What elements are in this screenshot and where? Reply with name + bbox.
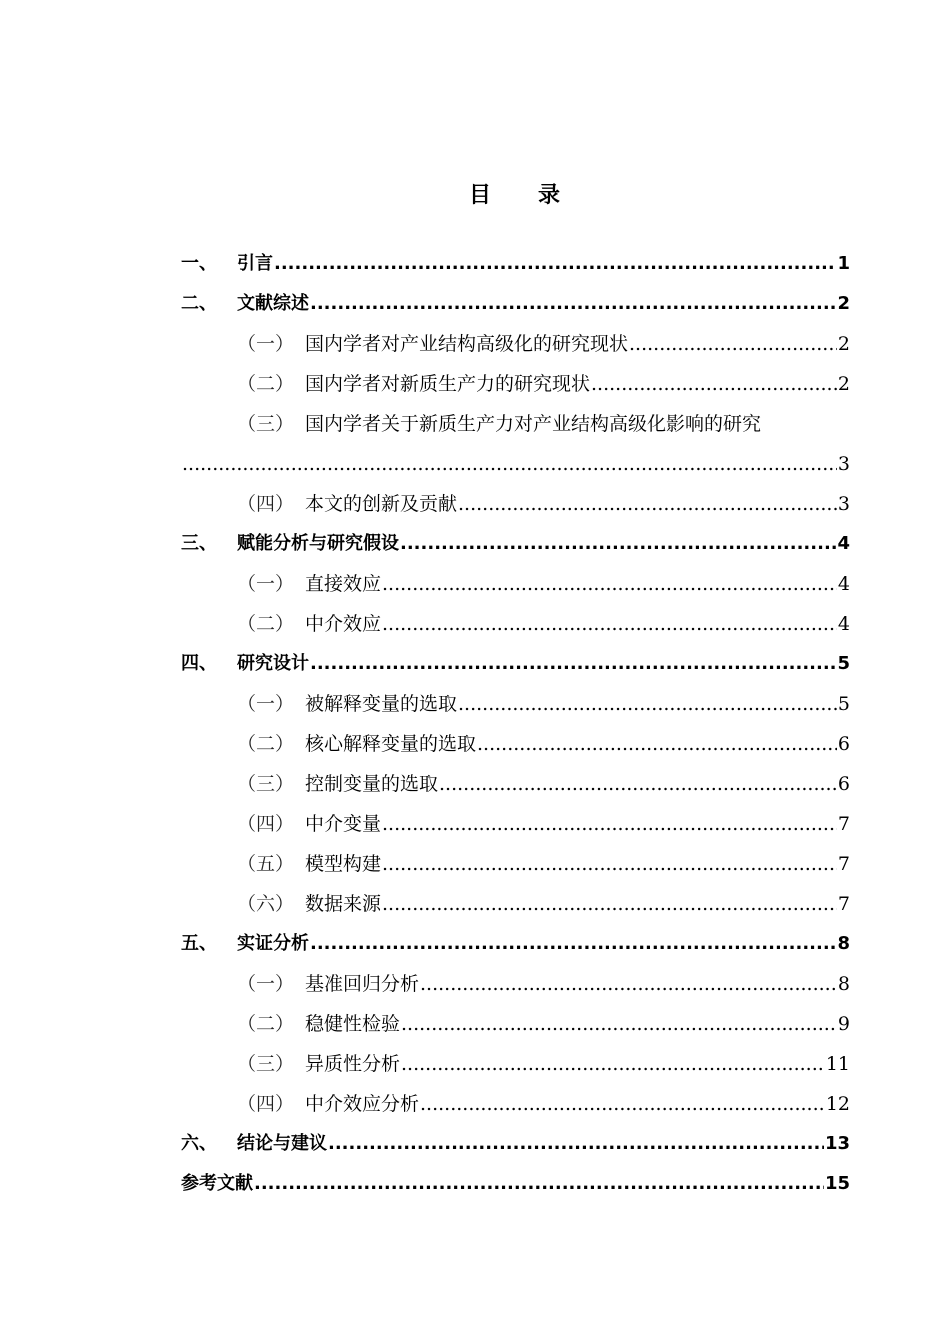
toc-entry-4-4[interactable] (181, 804, 850, 844)
toc-leader (420, 1084, 825, 1124)
toc-leader (382, 884, 837, 924)
toc-leader (458, 484, 837, 524)
toc-title: 国内学者对新质生产力的研究现状 (305, 373, 591, 395)
toc-title: 文献综述 (237, 293, 309, 314)
toc-title: 直接效应 (305, 573, 382, 595)
toc-page: 3 (837, 493, 850, 515)
toc-page: 7 (837, 893, 850, 915)
page-title (0, 178, 950, 209)
toc-entry-2-2[interactable] (181, 364, 850, 404)
toc-page: 13 (824, 1133, 850, 1154)
toc-number: （三） (237, 413, 295, 435)
toc-entry-4-1[interactable] (181, 684, 850, 724)
toc-entry-2-1[interactable] (181, 324, 850, 364)
toc-entry-4-2[interactable] (181, 724, 850, 764)
toc-leader (310, 284, 836, 324)
toc-entry-1[interactable] (181, 244, 850, 284)
toc-leader (274, 244, 836, 284)
toc-entry-4[interactable] (181, 644, 850, 684)
title-char-left: 目 (468, 182, 492, 208)
toc-title: 中介变量 (305, 813, 382, 835)
table-of-contents (181, 244, 850, 1204)
toc-entry-5[interactable] (181, 924, 850, 964)
toc-title: 核心解释变量的选取 (305, 733, 477, 755)
toc-page: 7 (837, 813, 850, 835)
toc-entry-4-6[interactable] (181, 884, 850, 924)
toc-leader (310, 644, 836, 684)
toc-title: 研究设计 (237, 653, 309, 674)
toc-number: （一） (237, 973, 295, 995)
toc-entry-3-2[interactable] (181, 604, 850, 644)
toc-leader (439, 764, 837, 804)
toc-title: 异质性分析 (305, 1053, 401, 1075)
toc-entry-3-1[interactable] (181, 564, 850, 604)
toc-title: 引言 (237, 253, 273, 274)
toc-number: （六） (237, 893, 295, 915)
toc-leader (182, 444, 837, 484)
title-char-right: 录 (538, 182, 562, 208)
toc-leader (401, 1044, 825, 1084)
toc-title: 基准回归分析 (305, 973, 420, 995)
toc-title: 结论与建议 (237, 1133, 327, 1154)
toc-page: 8 (837, 973, 850, 995)
toc-title: 参考文献 (181, 1173, 253, 1194)
toc-leader (401, 1004, 837, 1044)
toc-leader (629, 324, 837, 364)
toc-page: 2 (837, 333, 850, 355)
toc-number: 四、 (181, 653, 217, 674)
toc-number: （二） (237, 373, 295, 395)
toc-page: 2 (837, 373, 850, 395)
toc-entry-4-5[interactable] (181, 844, 850, 884)
toc-entry-5-3[interactable] (181, 1044, 850, 1084)
toc-number: （五） (237, 853, 295, 875)
toc-number: 六、 (181, 1133, 217, 1154)
toc-page: 15 (824, 1173, 850, 1194)
toc-page: 3 (837, 453, 850, 475)
toc-title: 中介效应 (305, 613, 382, 635)
toc-title: 中介效应分析 (305, 1093, 420, 1115)
toc-entry-3[interactable] (181, 524, 850, 564)
toc-title: 赋能分析与研究假设 (237, 533, 399, 554)
toc-title: 稳健性检验 (305, 1013, 401, 1035)
toc-entry-6[interactable] (181, 1124, 850, 1164)
toc-leader (477, 724, 837, 764)
toc-title: 控制变量的选取 (305, 773, 439, 795)
toc-page: 8 (837, 933, 850, 954)
toc-entry-4-3[interactable] (181, 764, 850, 804)
toc-title: 模型构建 (305, 853, 382, 875)
toc-leader (382, 564, 837, 604)
toc-number: 五、 (181, 933, 217, 954)
toc-entry-2-3-continued[interactable] (181, 444, 850, 484)
toc-leader (382, 844, 837, 884)
toc-page: 5 (837, 693, 850, 715)
toc-leader (328, 1124, 824, 1164)
toc-page: 6 (837, 773, 850, 795)
toc-number: （四） (237, 493, 295, 515)
toc-leader (420, 964, 837, 1004)
toc-entry-2-4[interactable] (181, 484, 850, 524)
toc-title: 被解释变量的选取 (305, 693, 458, 715)
toc-number: （二） (237, 1013, 295, 1035)
toc-page: 4 (837, 533, 850, 554)
toc-leader (458, 684, 837, 724)
toc-number: （三） (237, 773, 295, 795)
toc-title: 数据来源 (305, 893, 382, 915)
toc-page: 5 (837, 653, 850, 674)
toc-entry-5-1[interactable] (181, 964, 850, 1004)
toc-page: 4 (837, 573, 850, 595)
toc-leader (310, 924, 836, 964)
toc-leader (591, 364, 837, 404)
toc-page: 12 (825, 1093, 850, 1115)
toc-entry-5-4[interactable] (181, 1084, 850, 1124)
toc-number: 三、 (181, 533, 217, 554)
toc-page: 1 (837, 253, 850, 274)
toc-number: （一） (237, 333, 295, 355)
toc-page: 11 (825, 1053, 850, 1075)
toc-title: 实证分析 (237, 933, 309, 954)
toc-number: （三） (237, 1053, 295, 1075)
toc-number: （四） (237, 1093, 295, 1115)
toc-number: （四） (237, 813, 295, 835)
toc-leader (254, 1164, 824, 1204)
toc-page: 4 (837, 613, 850, 635)
toc-number: （二） (237, 733, 295, 755)
toc-entry-references[interactable] (181, 1164, 850, 1204)
toc-number: 二、 (181, 293, 217, 314)
toc-entry-5-2[interactable] (181, 1004, 850, 1044)
toc-number: （二） (237, 613, 295, 635)
toc-leader (400, 524, 836, 564)
toc-page: 2 (837, 293, 850, 314)
toc-number: （一） (237, 573, 295, 595)
toc-title: 国内学者关于新质生产力对产业结构高级化影响的研究 (305, 413, 762, 435)
toc-leader (382, 804, 837, 844)
toc-number: （一） (237, 693, 295, 715)
toc-entry-2[interactable] (181, 284, 850, 324)
toc-title: 本文的创新及贡献 (305, 493, 458, 515)
toc-number: 一、 (181, 253, 217, 274)
toc-title: 国内学者对产业结构高级化的研究现状 (305, 333, 629, 355)
toc-page: 6 (837, 733, 850, 755)
toc-page: 7 (837, 853, 850, 875)
toc-entry-2-3[interactable] (181, 404, 850, 444)
toc-leader (382, 604, 837, 644)
toc-page: 9 (837, 1013, 850, 1035)
